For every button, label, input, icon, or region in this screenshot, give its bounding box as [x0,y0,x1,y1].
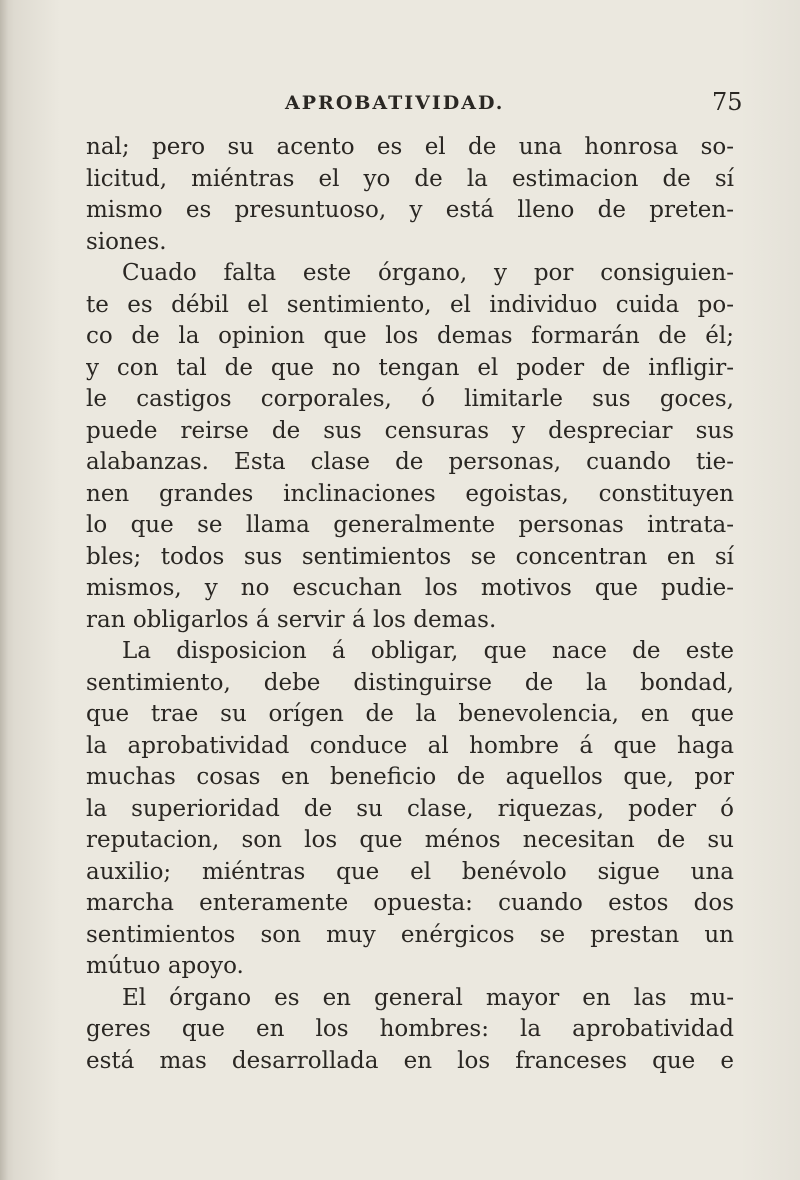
body-text [86,132,734,1077]
text-line: alabanzas. Esta clase de personas, cuando tie- [86,449,734,475]
text-line: co de la opinion que los demas formarán de él; [86,323,734,349]
text-line: lo que se llama generalmente personas intrata- [86,512,734,538]
spine-shadow [0,0,14,1180]
page-header [0,88,800,122]
text-line: puede reirse de sus censuras y despreciar sus [86,417,734,444]
text-line: licitud, miéntras el yo de la estimacion de sí [86,165,734,192]
text-line: sentimiento, debe distinguirse de la bondad, [86,669,734,696]
text-line: mútuo apoyo. [86,953,244,979]
text-line: la aprobatividad conduce al hombre á que haga [86,732,734,759]
text-line: nen grandes inclinaciones egoistas, constituyen [86,480,734,507]
text-line: reputacion, son los que ménos necesitan de su [86,827,734,853]
text-line: mismos, y no escuchan los motivos que pudie- [86,575,734,601]
paragraph-start-line: Cuado falta este órgano, y por consiguien- [122,260,734,286]
text-line: bles; todos sus sentimientos se concentran en sí [86,543,734,570]
text-line: nal; pero su acento es el de una honrosa so- [86,134,734,160]
running-head: APROBATIVIDAD. [285,92,505,114]
paragraph-start-line: La disposicion á obligar, que nace de este [122,638,734,664]
text-line: marcha enteramente opuesta: cuando estos dos [86,890,734,916]
page-number: 75 [712,88,743,116]
text-line: auxilio; miéntras que el benévolo sigue una [86,858,734,885]
text-line: geres que en los hombres: la aprobatividad [86,1016,734,1042]
text-line: sentimientos son muy enérgicos se prestan un [86,921,734,948]
paragraph-start-line: El órgano es en general mayor en las mu- [122,984,734,1011]
text-line: que trae su orígen de la benevolencia, en que [86,701,734,727]
text-line: muchas cosas en beneficio de aquellos que, por [86,764,734,790]
text-line: la superioridad de su clase, riquezas, poder ó [86,795,734,822]
text-line: ran obligarlos á servir á los demas. [86,606,497,633]
text-line: le castigos corporales, ó limitarle sus goces, [86,386,734,412]
text-line: siones. [86,228,167,255]
text-line: mismo es presuntuoso, y está lleno de preten- [86,197,734,223]
text-line: te es débil el sentimiento, el individuo cuida po- [86,291,734,318]
text-line: está mas desarrollada en los franceses que e [86,1047,734,1074]
text-line: y con tal de que no tengan el poder de infligir- [86,354,734,381]
